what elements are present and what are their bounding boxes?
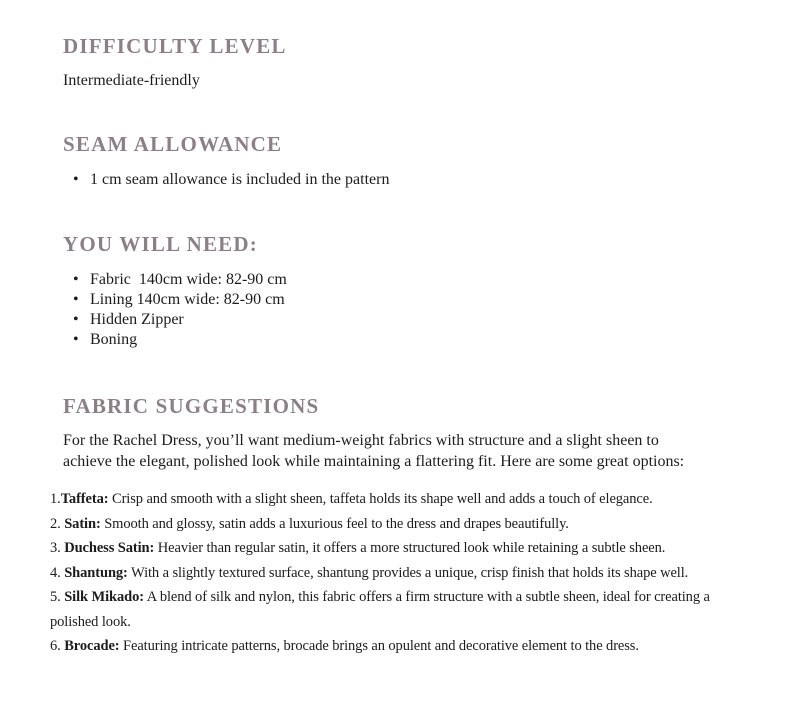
option-description: Crisp and smooth with a slight sheen, taffeta holds its shape well and adds a touch of elegance. [108, 491, 653, 507]
fabric-option [50, 634, 750, 659]
fabric-option [50, 585, 750, 634]
list-item: • Lining 140cm wide: 82-90 cm [63, 290, 287, 310]
you-will-need-heading: YOU WILL NEED: [63, 232, 258, 256]
fabric-options-list [50, 487, 750, 659]
option-number: 6. [50, 638, 65, 654]
materials-list [63, 270, 287, 350]
difficulty-heading: DIFFICULTY LEVEL [63, 34, 287, 58]
option-description: Featuring intricate patterns, brocade brings an opulent and decorative element to the dress. [119, 638, 639, 654]
fabric-suggestions-intro [63, 430, 763, 472]
option-number: 4. [50, 564, 65, 581]
option-number: 2. [50, 515, 65, 532]
option-number: 5. [50, 589, 65, 605]
list-item: • 1 cm seam allowance is included in the pattern [63, 170, 389, 190]
option-name: Satin: [64, 515, 101, 532]
difficulty-text: Intermediate-friendly [63, 72, 200, 89]
fabric-option [50, 512, 750, 537]
seam-allowance-list [63, 170, 389, 190]
option-description: A blend of silk and nylon, this fabric offers a firm structure with a subtle sheen, ideal for creating a polished look. [50, 589, 710, 630]
intro-line: achieve the elegant, polished look while maintaining a flattering fit. Here are some great options: [63, 453, 685, 470]
list-item: • Boning [63, 330, 287, 350]
intro-line: For the Rachel Dress, you’ll want medium-weight fabrics with structure and a slight sheen to [63, 432, 659, 449]
option-name: Taffeta: [60, 491, 109, 507]
option-description: With a slightly textured surface, shantung provides a unique, crisp finish that holds its shape well. [127, 564, 689, 581]
seam-allowance-heading: SEAM ALLOWANCE [63, 132, 283, 156]
fabric-option [50, 561, 750, 586]
list-item: • Fabric 140cm wide: 82-90 cm [63, 270, 287, 290]
option-number: 3. [50, 540, 65, 556]
fabric-suggestions-heading: FABRIC SUGGESTIONS [63, 394, 320, 418]
option-name: Silk Mikado: [64, 589, 144, 605]
option-name: Brocade: [64, 638, 120, 654]
option-number: 1. [50, 491, 61, 507]
option-description: Smooth and glossy, satin adds a luxurious feel to the dress and drapes beautifully. [100, 515, 569, 532]
option-name: Shantung: [64, 564, 128, 581]
fabric-option [50, 536, 750, 561]
option-name: Duchess Satin: [64, 540, 155, 556]
list-item: • Hidden Zipper [63, 310, 287, 330]
option-description: Heavier than regular satin, it offers a more structured look while retaining a subtle sheen. [154, 540, 666, 556]
fabric-option [50, 487, 750, 512]
